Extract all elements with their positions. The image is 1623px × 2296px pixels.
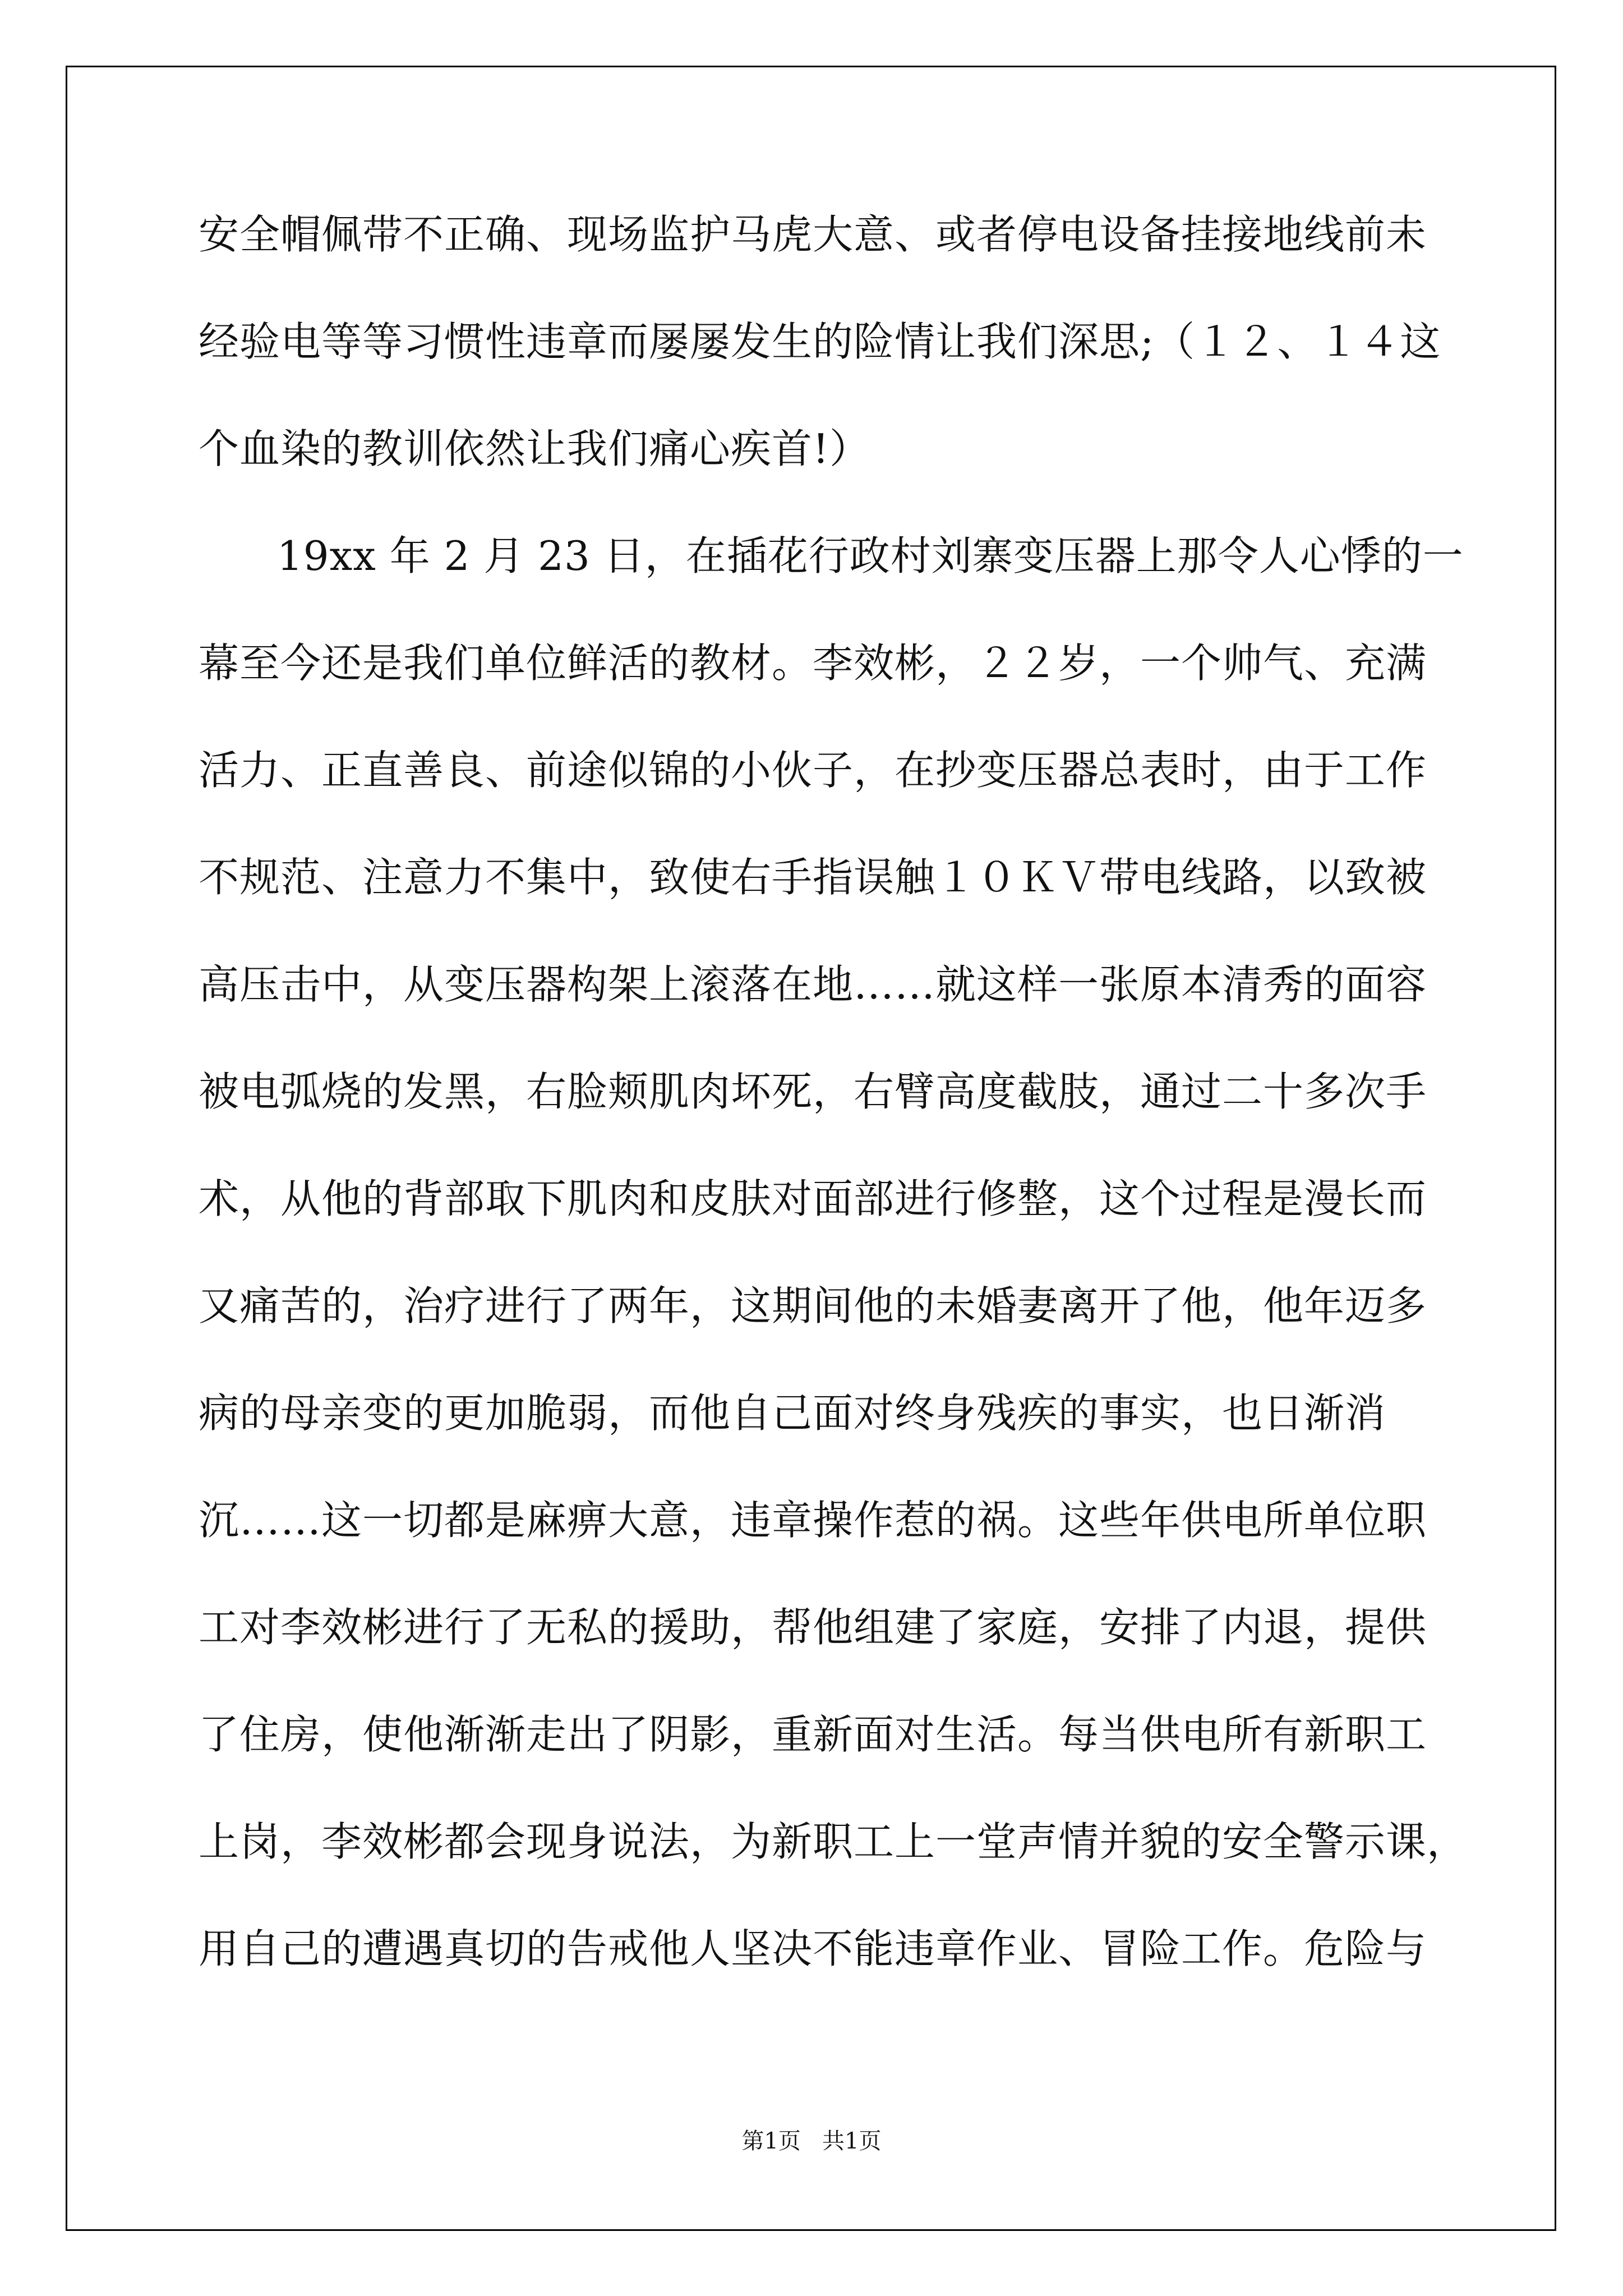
text-line: 被电弧烧的发黑，右脸颊肌肉坏死，右臂高度截肢，通过二十多次手	[199, 1068, 1427, 1115]
text-line: 沉……这一切都是麻痹大意，违章操作惹的祸。这些年供电所单位职	[199, 1497, 1427, 1544]
text-line: 安全帽佩带不正确、现场监护马虎大意、或者停电设备挂接地线前未	[199, 211, 1427, 258]
text-line: 又痛苦的，治疗进行了两年，这期间他的未婚妻离开了他，他年迈多	[199, 1282, 1427, 1329]
paragraph-first-line: 19xx 年 2 月 23 日，在插花行政村刘寨变压器上那令人心悸的一	[277, 532, 1464, 579]
text-line: 幕至今还是我们单位鲜活的教材。李效彬，２２岁，一个帅气、充满	[199, 639, 1427, 687]
page-border	[66, 66, 1556, 2231]
text-line: 了住房，使他渐渐走出了阴影，重新面对生活。每当供电所有新职工	[199, 1711, 1427, 1758]
text-line: 高压击中，从变压器构架上滚落在地……就这样一张原本清秀的面容	[199, 961, 1427, 1008]
text-line: 个血染的教训依然让我们痛心疾首!）	[199, 425, 870, 472]
text-line: 病的母亲变的更加脆弱，而他自己面对终身残疾的事实，也日渐消	[199, 1389, 1386, 1437]
text-line: 不规范、注意力不集中，致使右手指误触１０ＫＶ带电线路，以致被	[199, 854, 1427, 901]
page-number-footer: 第1页 共1页	[741, 2128, 882, 2154]
text-line: 经验电等等习惯性违章而屡屡发生的险情让我们深思;（１２、１４这	[199, 318, 1441, 365]
text-line: 用自己的遭遇真切的告戒他人坚决不能违章作业、冒险工作。危险与	[199, 1925, 1427, 1972]
text-line: 术，从他的背部取下肌肉和皮肤对面部进行修整，这个过程是漫长而	[199, 1175, 1427, 1222]
text-line: 工对李效彬进行了无私的援助，帮他组建了家庭，安排了内退，提供	[199, 1604, 1427, 1651]
text-line: 上岗，李效彬都会现身说法，为新职工上一堂声情并貌的安全警示课，	[199, 1818, 1468, 1865]
text-line: 活力、正直善良、前途似锦的小伙子，在抄变压器总表时，由于工作	[199, 747, 1427, 794]
